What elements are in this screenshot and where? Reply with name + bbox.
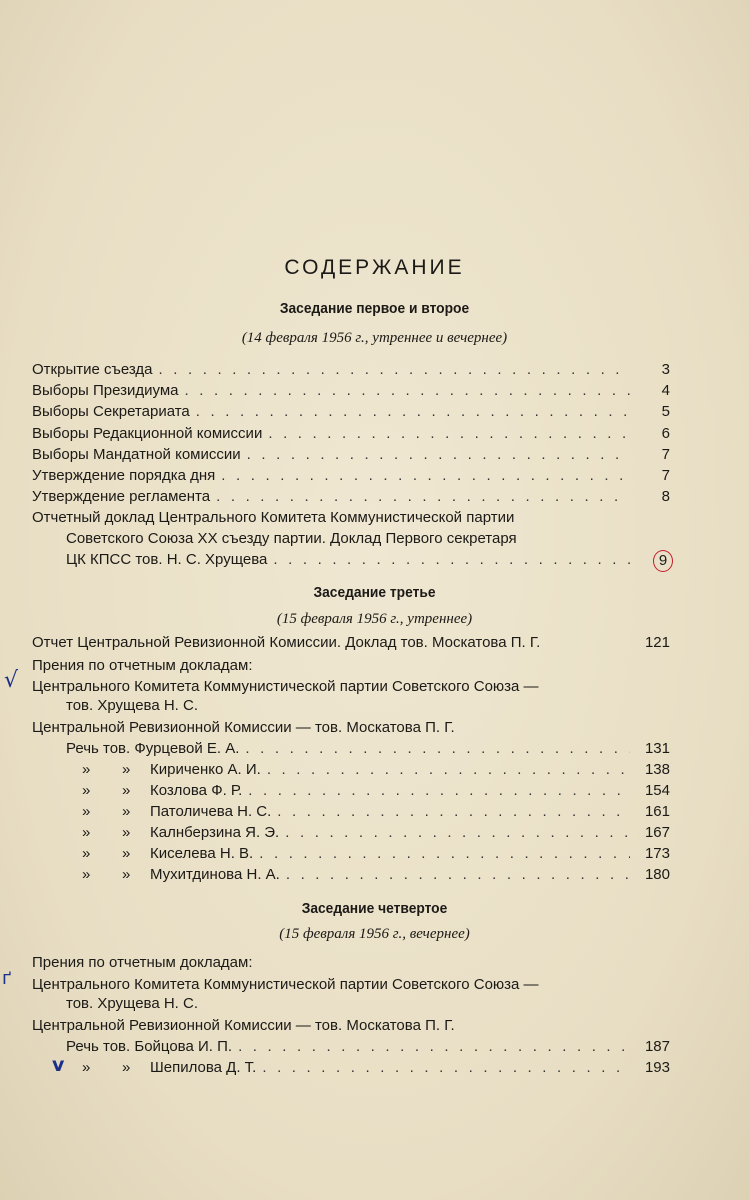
toc-entry xyxy=(32,550,670,572)
speech-entry xyxy=(32,823,670,843)
speaker-name: Мухитдинова Н. А. xyxy=(150,866,280,883)
entry-title: Отчетный доклад Центрального Комитета Коммунистической партии xyxy=(32,509,515,526)
entry-title: Отчет Центральной Ревизионной Комиссии. Доклад тов. Москатова П. Г. xyxy=(32,634,541,651)
speech-prefix: Речь тов. xyxy=(66,740,131,757)
speaker-name: Фурцевой Е. А. xyxy=(134,740,240,757)
speaker-name: Кириченко А. И. xyxy=(150,761,261,778)
entry-title: ЦК КПСС тов. Н. С. Хрущева xyxy=(66,551,268,568)
entry-title: Выборы Президиума xyxy=(32,382,179,399)
entry-title: Утверждение порядка дня xyxy=(32,467,216,484)
entry-title: Выборы Редакционной комиссии xyxy=(32,425,263,442)
speech-entry xyxy=(32,739,670,759)
checkmark-annotation: ґ xyxy=(2,968,12,989)
leader-dots xyxy=(267,760,630,780)
toc-entry-line xyxy=(32,718,670,738)
speaker-name: Патоличева Н. С. xyxy=(150,803,272,820)
toc-entry-line xyxy=(32,975,670,995)
leader-dots xyxy=(196,402,630,422)
entry-title xyxy=(32,865,280,885)
leader-dots xyxy=(273,550,630,572)
leader-dots xyxy=(285,823,630,843)
speaker-name: Киселева Н. В. xyxy=(150,845,254,862)
red-circle-annotation: 9 xyxy=(653,550,673,572)
ditto-mark: » xyxy=(122,1059,131,1076)
debate-label: Прения по отчетным докладам: xyxy=(32,657,253,674)
speech-entry xyxy=(32,760,670,780)
page-number: 7 xyxy=(661,446,670,463)
speech-entry xyxy=(32,1058,670,1078)
ditto-mark: » xyxy=(122,845,131,862)
ditto-mark: » xyxy=(122,803,131,820)
entry-title: Утверждение регламента xyxy=(32,488,211,505)
leader-dots xyxy=(245,739,630,759)
page-number: 138 xyxy=(644,761,670,778)
speaker-name: Козлова Ф. Р. xyxy=(150,782,243,799)
ditto-mark: » xyxy=(122,782,131,799)
entry-title: Центрального Комитета Коммунистической партии Советского Союза — xyxy=(32,678,539,695)
leader-dots xyxy=(286,865,630,885)
toc-entry xyxy=(32,445,670,465)
entry-title xyxy=(32,781,242,801)
ditto-mark: » xyxy=(122,824,131,841)
toc-subheading xyxy=(32,656,670,676)
ditto-mark: » xyxy=(82,866,91,883)
toc-entry-line xyxy=(32,1016,670,1036)
ditto-mark: » xyxy=(122,761,131,778)
toc-entry-line xyxy=(32,994,670,1014)
entry-title: Центральной Ревизионной Комиссии — тов. Москатова П. Г. xyxy=(32,719,455,736)
entry-title: Центральной Ревизионной Комиссии — тов. Москатова П. Г. xyxy=(32,1017,455,1034)
leader-dots xyxy=(259,844,630,864)
toc-entry-line xyxy=(32,696,670,716)
entry-title: Открытие съезда xyxy=(32,361,153,378)
entry-title: тов. Хрущева Н. С. xyxy=(66,995,199,1012)
page-number: 7 xyxy=(661,467,670,484)
page-number: 180 xyxy=(644,866,670,883)
entry-title xyxy=(32,739,239,759)
leader-dots xyxy=(221,466,630,486)
leader-dots xyxy=(247,445,630,465)
speech-prefix: Речь тов. xyxy=(66,1038,131,1055)
leader-dots xyxy=(216,487,630,507)
section-date: (15 февраля 1956 г., вечернее) xyxy=(279,926,470,942)
speaker-name: Калнберзина Я. Э. xyxy=(150,824,280,841)
page-number: 173 xyxy=(644,845,670,862)
section-date: (15 февраля 1956 г., утреннее) xyxy=(276,611,473,627)
toc-entry xyxy=(32,402,670,422)
page-number: 5 xyxy=(661,403,670,420)
toc-entry xyxy=(32,466,670,486)
leader-dots xyxy=(268,424,630,444)
leader-dots xyxy=(159,360,630,380)
page-title: СОДЕРЖАНИЕ xyxy=(284,256,465,279)
entry-title: тов. Хрущева Н. С. xyxy=(66,697,199,714)
leader-dots xyxy=(277,802,630,822)
entry-title: Выборы Мандатной комиссии xyxy=(32,446,241,463)
speaker-name: Бойцова И. П. xyxy=(134,1038,233,1055)
page-number: 187 xyxy=(644,1038,670,1055)
toc-entry xyxy=(32,487,670,507)
page-number: 4 xyxy=(661,382,670,399)
entry-title xyxy=(32,802,271,822)
entry-title: Советского Союза XX съезду партии. Доклад Первого секретаря xyxy=(66,530,517,547)
speech-entry xyxy=(32,802,670,822)
entry-title xyxy=(32,1058,256,1078)
entry-title xyxy=(32,760,261,780)
speech-entry xyxy=(32,865,670,885)
toc-entry-line xyxy=(32,529,670,549)
page-number: 167 xyxy=(644,824,670,841)
toc-entry-line xyxy=(32,508,670,528)
leader-dots xyxy=(248,781,630,801)
speech-entry xyxy=(32,781,670,801)
page-number: 193 xyxy=(644,1059,670,1076)
toc-subheading xyxy=(32,953,670,973)
entry-title: Выборы Секретариата xyxy=(32,403,190,420)
toc-entry-line xyxy=(32,677,670,697)
leader-dots xyxy=(238,1037,630,1057)
toc-entry xyxy=(32,633,670,653)
section-date: (14 февраля 1956 г., утреннее и вечернее) xyxy=(241,330,508,346)
speech-entry xyxy=(32,1037,670,1057)
ditto-mark: » xyxy=(82,803,91,820)
toc-entry xyxy=(32,360,670,380)
page-number: 6 xyxy=(661,425,670,442)
ditto-mark: » xyxy=(122,866,131,883)
section-heading: Заседание третье xyxy=(313,584,436,601)
ditto-mark: » xyxy=(82,761,91,778)
entry-title: Центрального Комитета Коммунистической партии Советского Союза — xyxy=(32,976,539,993)
page-number: 121 xyxy=(644,634,670,651)
page-number xyxy=(636,550,670,572)
ditto-mark: » xyxy=(82,824,91,841)
page-number: 8 xyxy=(661,488,670,505)
page-number: 161 xyxy=(644,803,670,820)
toc-entry xyxy=(32,381,670,401)
entry-title xyxy=(32,844,253,864)
page-number: 3 xyxy=(661,361,670,378)
leader-dots xyxy=(262,1058,630,1078)
page-number: 154 xyxy=(644,782,670,799)
speech-entry xyxy=(32,844,670,864)
entry-title xyxy=(32,823,279,843)
page-number: 131 xyxy=(644,740,670,757)
leader-dots xyxy=(185,381,630,401)
speaker-name: Шепилова Д. Т. xyxy=(150,1059,257,1076)
toc-entry xyxy=(32,424,670,444)
checkmark-annotation: v xyxy=(52,1054,65,1076)
ditto-mark: » xyxy=(82,1059,91,1076)
checkmark-annotation: √ xyxy=(4,668,19,693)
ditto-mark: » xyxy=(82,845,91,862)
ditto-mark: » xyxy=(82,782,91,799)
section-heading: Заседание четвертое xyxy=(301,900,448,917)
debate-label: Прения по отчетным докладам: xyxy=(32,954,253,971)
section-heading: Заседание первое и второе xyxy=(279,300,470,317)
